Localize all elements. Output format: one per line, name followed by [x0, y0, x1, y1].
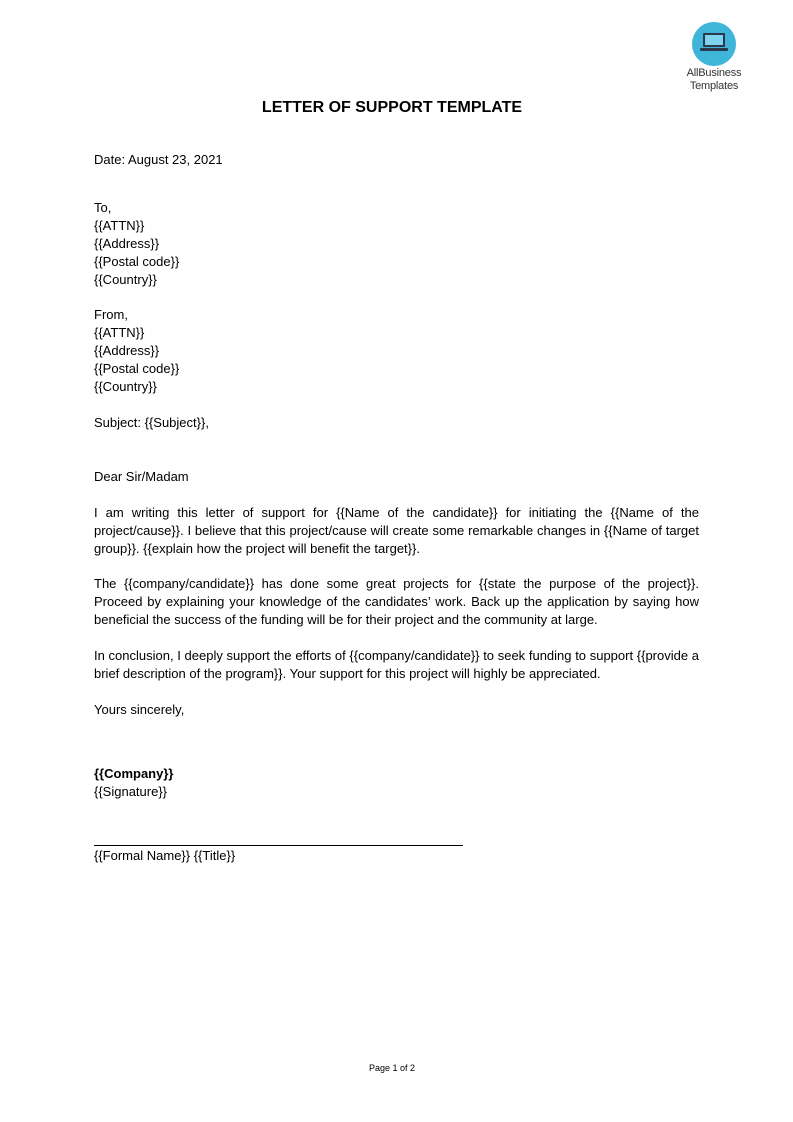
laptop-icon: [692, 22, 736, 66]
date-line: Date: August 23, 2021: [94, 152, 223, 167]
signature-line: [94, 845, 463, 846]
from-country: {{Country}}: [94, 379, 157, 394]
logo-text-line1: AllBusiness: [686, 67, 742, 79]
from-label: From,: [94, 307, 128, 322]
body-paragraph-1: I am writing this letter of support for {{Name of the candidate}} for initiating the {{Name of the project/cause}}. I believe that this project/cause will create some remarkable changes in {{Name of target group}}. {{explain how the project will benefit the target}}.: [94, 505, 699, 556]
subject-line: Subject: {{Subject}},: [94, 415, 209, 430]
to-label: To,: [94, 200, 112, 215]
body-paragraph-2: The {{company/candidate}} has done some great projects for {{state the purpose of the project}}. Proceed by explaining your knowledge of the candidates’ work. Back up the application by saying how beneficial the success of the funding will be for their project and the community at large.: [94, 576, 699, 627]
to-attn: {{ATTN}}: [94, 218, 145, 233]
from-address: {{Address}}: [94, 343, 160, 358]
formal-name-title: {{Formal Name}} {{Title}}: [94, 848, 236, 863]
to-address: {{Address}}: [94, 236, 160, 251]
page-title: LETTER OF SUPPORT TEMPLATE: [261, 99, 523, 116]
signature-placeholder: {{Signature}}: [94, 784, 168, 799]
closing: Yours sincerely,: [94, 702, 185, 717]
to-country: {{Country}}: [94, 272, 157, 287]
to-postal-code: {{Postal code}}: [94, 254, 180, 269]
page-number: Page 1 of 2: [368, 1063, 416, 1073]
body-paragraph-3: In conclusion, I deeply support the efforts of {{company/candidate}} to seek funding to support {{provide a brief description of the program}}. Your support for this project will highly be appreciated.: [94, 648, 699, 681]
from-attn: {{ATTN}}: [94, 325, 145, 340]
logo-text-line2: Templates: [689, 80, 739, 92]
company-name: {{Company}}: [94, 766, 174, 781]
from-postal-code: {{Postal code}}: [94, 361, 180, 376]
logo: [680, 22, 748, 92]
salutation: Dear Sir/Madam: [94, 469, 189, 484]
